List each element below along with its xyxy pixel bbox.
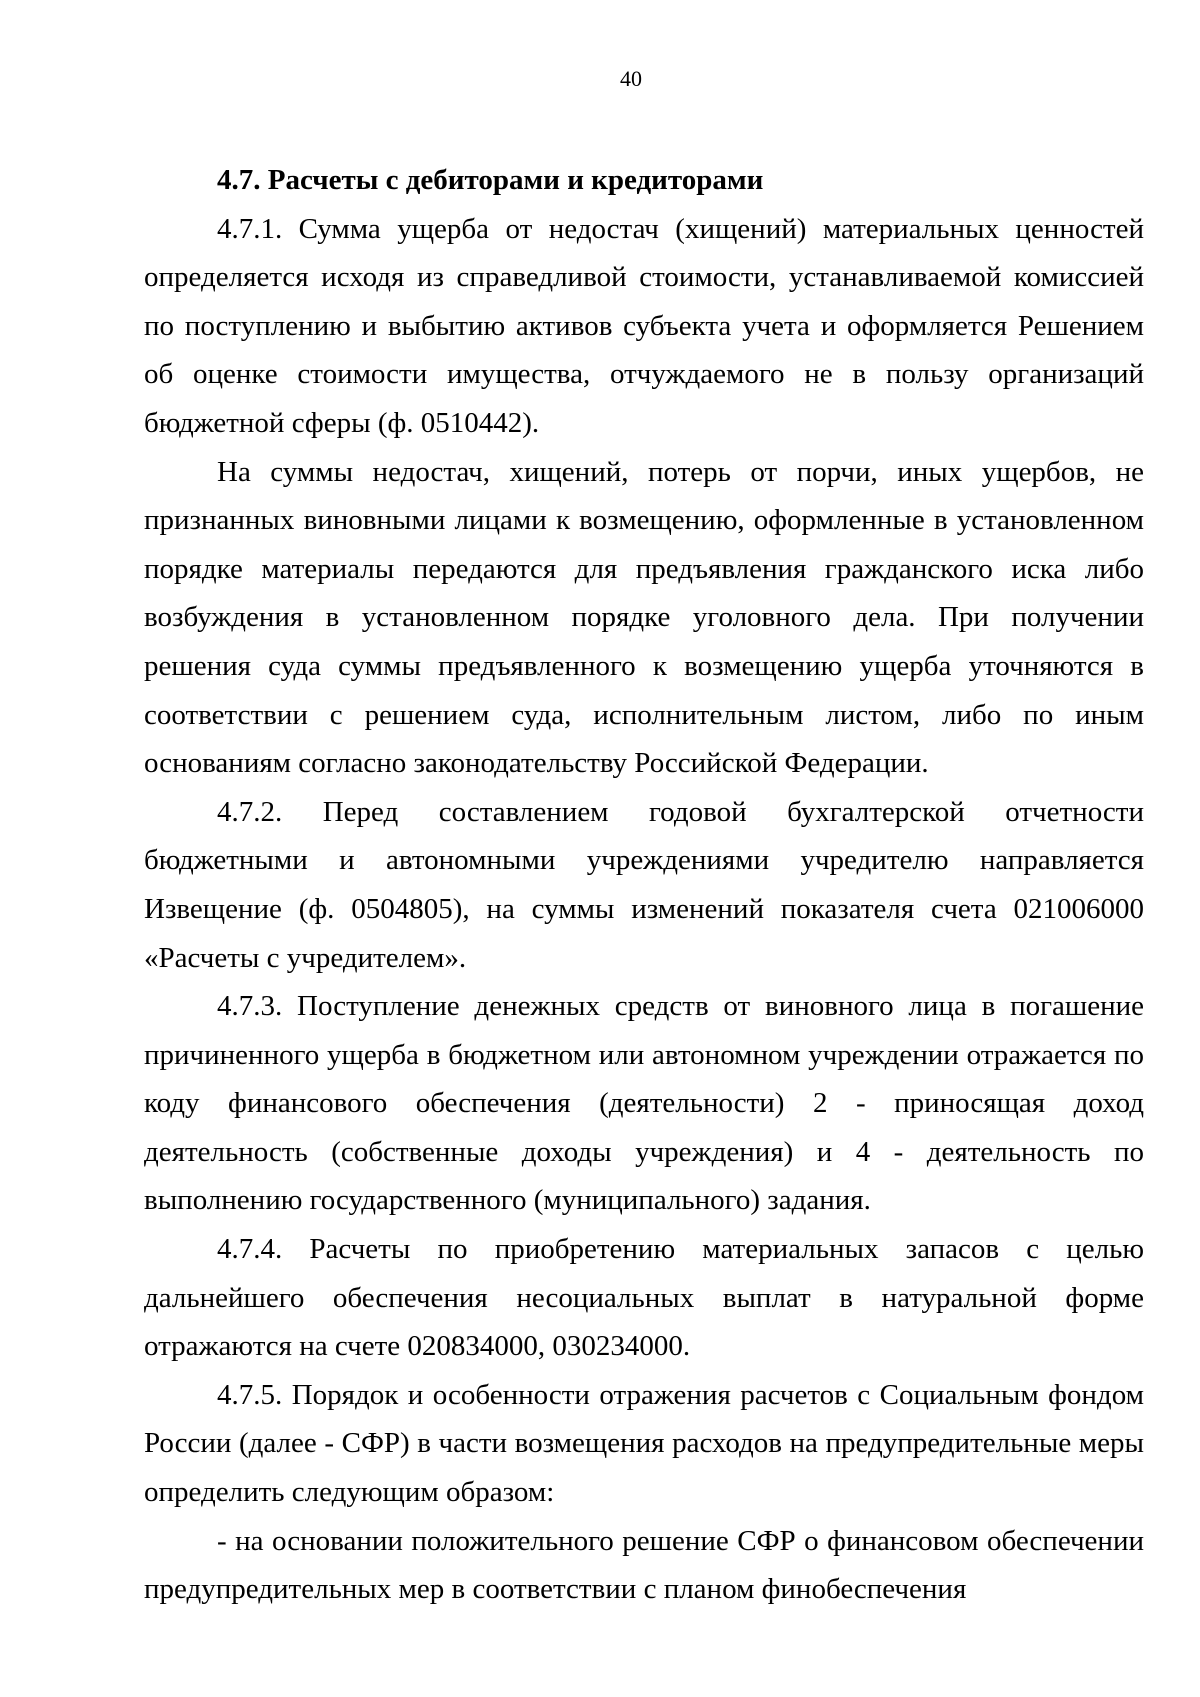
paragraph-list-item: - на основании положительного решение СФР о финансовом обеспечении предупредительных мер в соответствии с планом финобеспечения [144,1524,1144,1606]
paragraph-4-7-4: 4.7.4. Расчеты по приобретению материальных запасов с целью дальнейшего обеспечения несоциальных выплат в натуральной форме отражаются на счете 020834000, 030234000. [144,1233,1144,1363]
document-body [144,156,1144,1614]
paragraph-4-7-1: 4.7.1. Сумма ущерба от недостач (хищений) материальных ценностей определяется исходя из справедливой стоимости, устанавливаемой комиссией по поступлению и выбытию активов субъекта учета и оформляется Решением об оценке стоимости имущества, отчуждаемого не в пользу организаций бюджетной сферы (ф. 0510442). [144,212,1144,439]
paragraph-damages: На суммы недостач, хищений, потерь от порчи, иных ущербов, не признанных виновными лицами к возмещению, оформленные в установленном порядке материалы передаются для предъявления гражданского иска либо возбуждения в установленном порядке уголовного дела. При получении решения суда суммы предъявленного к возмещению ущерба уточняются в соответствии с решением суда, исполнительным листом, либо по иным основаниям согласно законодательству Российской Федерации. [144,455,1144,780]
paragraph-4-7-5: 4.7.5. Порядок и особенности отражения расчетов с Социальным фондом России (далее - СФР) в части возмещения расходов на предупредительные меры определить следующим образом: [144,1378,1144,1509]
section-heading: 4.7. Расчеты с дебиторами и кредиторами [217,164,764,196]
paragraph-4-7-3: 4.7.3. Поступление денежных средств от виновного лица в погашение причиненного ущерба в бюджетном или автономном учреждении отражается по коду финансового обеспечения (деятельности) 2 - приносящая доход деятельность (собственные доходы учреждения) и 4 - деятельность по выполнению государственного (муниципального) задания. [144,990,1144,1217]
paragraph-4-7-2: 4.7.2. Перед составлением годовой бухгалтерской отчетности бюджетными и автономными учреждениями учредителю направляется Извещение (ф. 0504805), на суммы изменений показателя счета 021006000 «Расчеты с учредителем». [144,795,1144,974]
page-number: 40 [620,66,642,91]
